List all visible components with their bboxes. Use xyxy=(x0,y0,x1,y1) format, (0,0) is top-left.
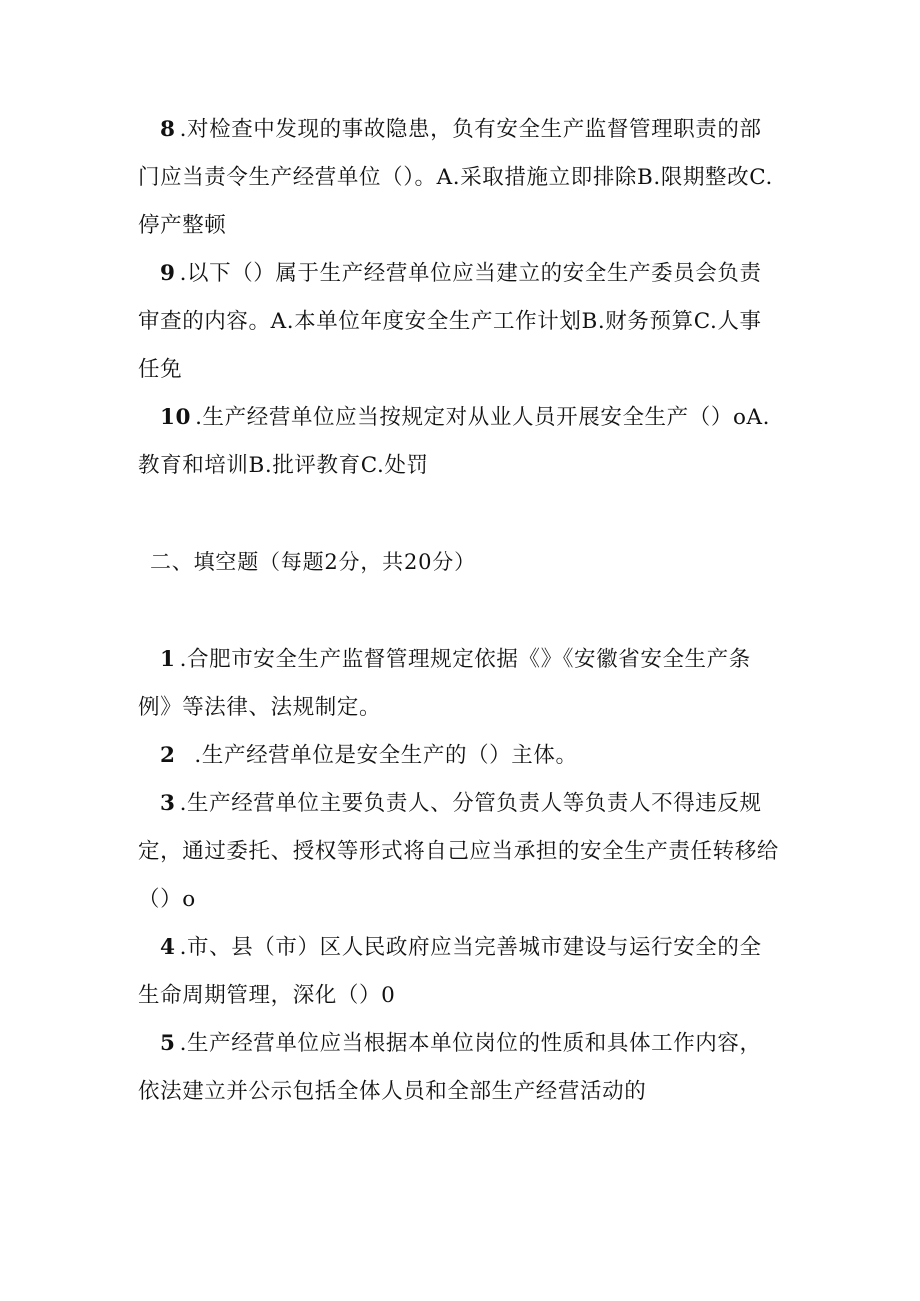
question-9 xyxy=(138,250,783,394)
fill-question-5 xyxy=(138,1020,783,1116)
question-number: 10 xyxy=(160,405,192,430)
question-number: 3 xyxy=(160,791,176,816)
fill-question-1 xyxy=(138,636,783,732)
question-number: 2 xyxy=(160,743,176,768)
question-text: .生产经营单位应当根据本单位岗位的性质和具体工作内容，依法建立并公示包括全体人员和全部生产经营活动的 xyxy=(138,1031,762,1104)
question-text: .对检查中发现的事故隐患，负有安全生产监督管理职责的部门应当责令生产经营单位（）。A.采取措施立即排除B.限期整改C.停产整顿 xyxy=(138,117,773,238)
question-number: 4 xyxy=(160,935,176,960)
fill-question-2 xyxy=(138,732,783,780)
fill-question-3 xyxy=(138,780,783,924)
question-8 xyxy=(138,106,783,250)
question-text: .生产经营单位主要负责人、分管负责人等负责人不得违反规定，通过委托、授权等形式将自己应当承担的安全生产责任转移给（）o xyxy=(138,791,779,912)
question-text: .合肥市安全生产监督管理规定依据《》《安徽省安全生产条例》等法律、法规制定。 xyxy=(138,647,751,720)
question-text: .生产经营单位应当按规定对从业人员开展安全生产（）oA.教育和培训B.批评教育C.处罚 xyxy=(138,405,771,478)
question-number: 5 xyxy=(160,1031,176,1056)
question-10 xyxy=(138,394,783,490)
section-heading-fill-in-blank: 二、填空题（每题2分，共20分） xyxy=(150,550,476,574)
question-text: .生产经营单位是安全生产的（）主体。 xyxy=(179,743,578,768)
question-text: .以下（）属于生产经营单位应当建立的安全生产委员会负责审查的内容。A.本单位年度安全生产工作计划B.财务预算C.人事任免 xyxy=(138,261,762,382)
question-number: 1 xyxy=(160,647,176,672)
question-number: 9 xyxy=(160,261,176,286)
question-text: .市、县（市）区人民政府应当完善城市建设与运行安全的全生命周期管理，深化（）0 xyxy=(138,935,762,1008)
question-number: 8 xyxy=(160,117,176,142)
fill-question-4 xyxy=(138,924,783,1020)
